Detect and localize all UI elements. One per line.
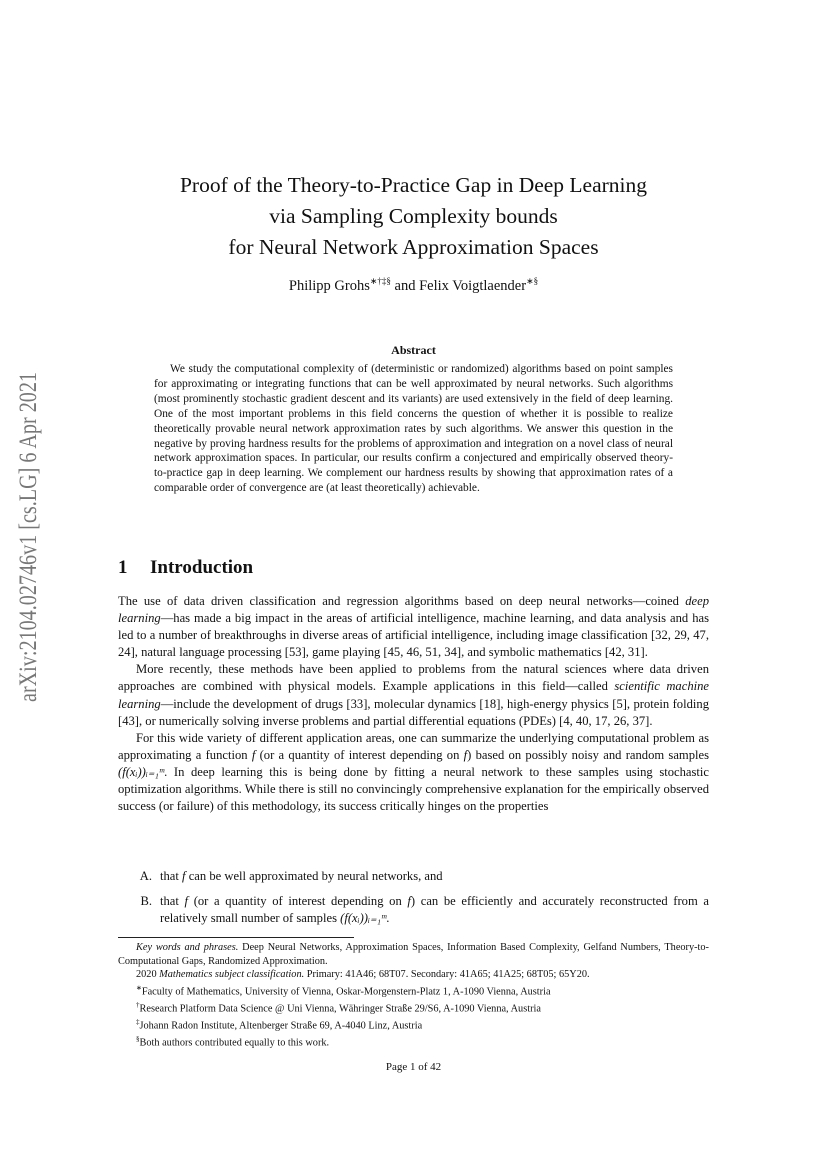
arxiv-stamp [6, 292, 44, 702]
property-list [118, 868, 709, 935]
p2-text-a: More recently, these methods have been applied to problems from the natural sciences where data driven approaches are combined with physical models. Example applications in this field—called [118, 662, 709, 694]
p1-text-a: The use of data driven classification and regression algorithms based on deep neural networks—coined [118, 594, 686, 608]
p1-emphasis: deep learning [118, 594, 709, 626]
list-b-post: ) can be efficiently and accurately reconstructed from a relatively small number of samples [160, 894, 709, 926]
fn1-mark: ∗ [136, 983, 142, 992]
fn1-text: Faculty of Mathematics, University of Vienna, Oskar-Morgenstern-Platz 1, A-1090 Vienna, Austria [141, 986, 551, 998]
fn4-text: Both authors contributed equally to this work. [139, 1037, 330, 1049]
p3-text-c: ) based on possibly noisy and random samples [467, 747, 710, 762]
p3-text-d: . In deep learning this is being done by fitting a neural network to these samples using stochastic optimization algorithms. While there is still no convincingly comprehensive explanation for the empirically observed success (or failure) of this methodology, its success critically hinges on the properties [118, 764, 709, 814]
list-b-math-f1: f [184, 894, 189, 909]
abstract-body [154, 362, 673, 496]
paper-title [100, 170, 727, 263]
fn3-text: Johann Radon Institute, Altenberger Straße 69, A-4040 Linz, Austria [139, 1020, 423, 1032]
section-number: 1 [118, 557, 128, 578]
author-connector: and [394, 277, 416, 294]
introduction-body [118, 593, 709, 815]
list-a-pre: that [160, 869, 183, 883]
footnotes [118, 941, 709, 1050]
list-item-b [118, 893, 709, 927]
p3-math-samples: (f(xᵢ))ᵢ₌₁ᵐ [118, 764, 165, 779]
footnote-1 [118, 982, 709, 999]
list-b-math-samples: (f(xᵢ))ᵢ₌₁ᵐ [340, 911, 387, 926]
author-grohs-marks: ∗†‡§ [369, 276, 391, 286]
arxiv-stamp-text: arXiv:2104.02746v1 [cs.LG] 6 Apr 2021 [15, 292, 42, 702]
paragraph-3 [118, 730, 709, 815]
msc-text: Primary: 41A46; 68T07. Secondary: 41A65; 41A25; 68T05; 65Y20. [304, 969, 590, 981]
abstract-text: We study the computational complexity of (deterministic or randomized) algorithms based on point samples for approximating or integrating functions that can be well approximated by neural networks. Such algorithms (most prominently stochastic gradient descent and its variants) are used extensively in the field of deep learning. One of the most important problems in this field concerns the question of whether it is possible to realize theoretically provable neural network approximation rates by such algorithms. We answer this question in the negative by proving hardness results for the problems of approximation and integration on a novel class of neural network approximation spaces. In particular, our results confirm a conjectured and empirically observed theory-to-practice gap in deep learning. We complement our hardness results by showing that approximation rates of a comparable order of convergence are (at least theoretically) achievable. [154, 363, 673, 495]
section-heading [118, 557, 253, 579]
footnote-4 [118, 1033, 709, 1050]
section-title: Introduction [150, 557, 254, 578]
list-b-mid: (or a quantity of interest depending on [188, 894, 408, 909]
p1-text-b: —has made a big impact in the areas of artificial intelligence, machine learning, and data analysis and has led to a number of breakthroughs in diverse areas of artificial intelligence, including image classification [32, 29, 47, 24], natural language processing [53], game playing [45, 46, 51, 34], and symbolic mathematics [42, 31]. [118, 611, 709, 660]
fn4-mark: § [136, 1034, 140, 1043]
list-a-post: can be well approximated by neural networks, and [185, 869, 443, 883]
p3-math-f2: f [463, 747, 468, 762]
list-text-b [160, 893, 709, 927]
list-a-math-f: f [182, 869, 186, 883]
list-label-b: B. [140, 894, 152, 909]
keywords-label: Key words and phrases. [136, 942, 239, 953]
page-number: Page 1 of 42 [385, 1061, 442, 1073]
footnote-2 [118, 999, 709, 1016]
msc-year: 2020 [136, 969, 160, 981]
keywords-text: Deep Neural Networks, Approximation Spaces, Information Based Complexity, Gelfand Numbers, Theory-to-Computational Gaps, Randomized Approximation. [118, 942, 709, 967]
abstract-heading: Abstract [391, 343, 436, 357]
author-grohs: Philipp Grohs [288, 277, 370, 294]
msc-label: Mathematics subject classification. [159, 969, 305, 981]
paragraph-1 [118, 593, 709, 661]
arxiv-stamp-svg [6, 292, 44, 702]
author-list [100, 276, 727, 295]
list-text-a [160, 868, 709, 885]
fn2-text: Research Platform Data Science @ Uni Vienna, Währinger Straße 29/S6, A-1090 Vienna, Austria [139, 1003, 541, 1015]
p2-emphasis: scientific machine learning [118, 679, 709, 711]
list-b-math-f2: f [407, 894, 411, 909]
list-b-end: . [386, 911, 390, 926]
paragraph-2 [118, 661, 709, 729]
footnote-3 [118, 1016, 709, 1033]
p3-text-b: (or a quantity of interest depending on [255, 747, 464, 762]
p2-text-b: —include the development of drugs [33], molecular dynamics [18], high-energy physics [5], protein folding [43], or numerically solving inverse problems and partial differential equations (PDEs) [4, 40, 17, 26, 37]. [118, 696, 709, 728]
list-item-a [118, 868, 709, 885]
footnote-rule [118, 937, 354, 938]
title-line-1: Proof of the Theory-to-Practice Gap in Deep Learning [179, 173, 648, 197]
title-line-3: for Neural Network Approximation Spaces [228, 235, 599, 259]
author-voigtlaender: Felix Voigtlaender [419, 277, 527, 294]
title-line-2: via Sampling Complexity bounds [269, 204, 558, 228]
footnote-msc [118, 968, 709, 982]
list-b-pre: that [160, 894, 185, 909]
fn2-mark: † [136, 1000, 140, 1009]
footnote-keywords [118, 941, 709, 968]
p3-text-a: For this wide variety of different application areas, one can summarize the underlying computational problem as approximating a function [118, 730, 709, 762]
p3-math-f1: f [251, 747, 256, 762]
fn3-mark: ‡ [136, 1017, 140, 1026]
list-label-a: A. [139, 869, 152, 883]
author-voigtlaender-marks: ∗§ [526, 276, 539, 286]
